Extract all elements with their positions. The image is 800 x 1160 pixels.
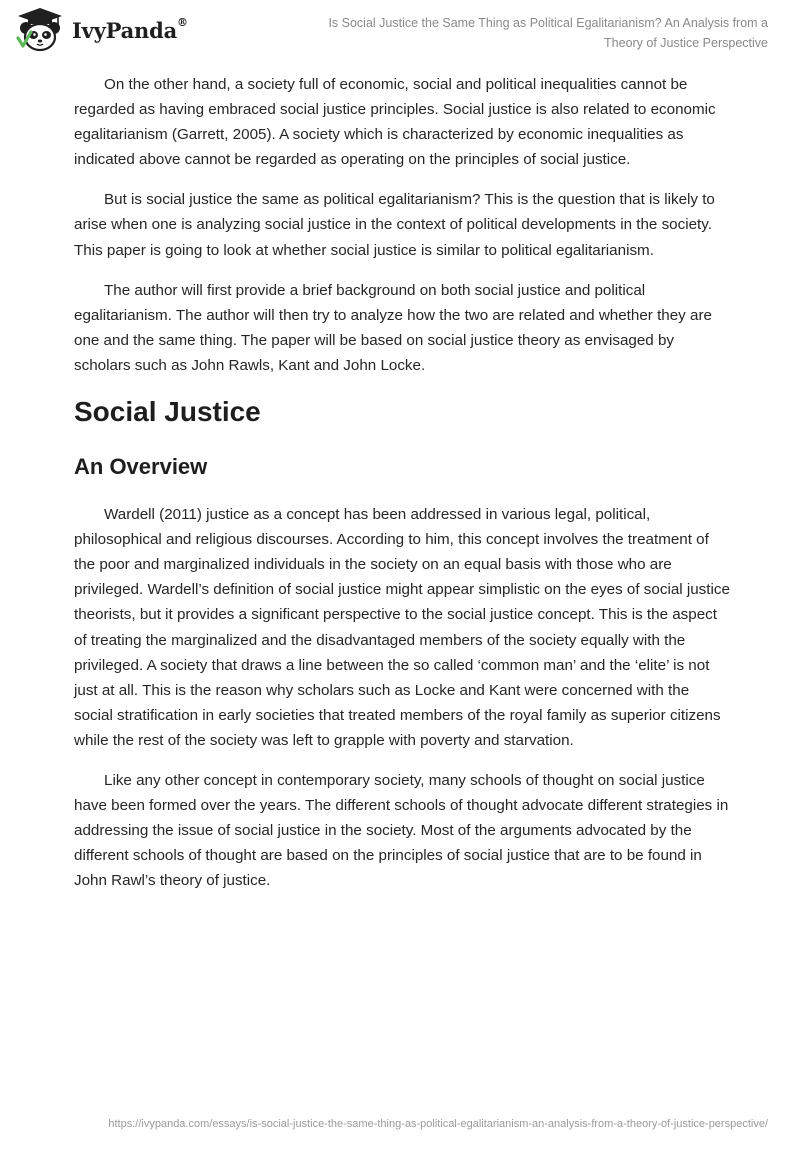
paragraph-2: But is social justice the same as political egalitarianism? This is the question that is likely to arise when one is analyzing social justice in the context of political developments in the society. This paper is going to look at whether social justice is similar to political egalitarianism. xyxy=(74,191,715,259)
page-header xyxy=(0,0,800,64)
subsection-heading-overview: An Overview xyxy=(74,454,208,480)
paragraph-4: Wardell (2011) justice as a concept has been addressed in various legal, political, philosophical and religious discourses. According to him, this concept involves the treatment of the poor and marginalized individuals in the society on an equal basis with those who are privileged. Wardell’s definition of social justice might appear simplistic on the eyes of social justice theorists, but it provides a significant perspective to the social justice concept. This is the aspect of treating the marginalized and the disadvantaged members of the society equally with the privileged. A society that draws a line between the so called ‘common man’ and the ‘elite’ is not just at all. This is the reason why scholars such as Locke and Kant were concerned with the social stratification in early societies that treated members of the royal family as superior citizens while the rest of the society was left to grapple with poverty and starvation. xyxy=(74,506,730,749)
registered-mark: ® xyxy=(177,15,188,29)
logo-wordmark xyxy=(72,15,188,43)
ivypanda-logo[interactable] xyxy=(14,6,188,54)
source-url-link[interactable]: https://ivypanda.com/essays/is-social-justice-the-same-thing-as-political-egalitarianism-an-analysis-from-a-theory-of-justice-perspective/ xyxy=(108,1118,768,1130)
document-title: Is Social Justice the Same Thing as Political Egalitarianism? An Analysis from a Theory of Justice Perspective xyxy=(328,16,768,50)
paragraph-5: Like any other concept in contemporary society, many schools of thought on social justice have been formed over the years. The different schools of thought advocate different strategies in addressing the issue of social justice in the society. Most of the arguments advocated by the different schools of thought are based on the principles of social justice that are to be found in John Rawl’s theory of justice. xyxy=(74,771,729,890)
panda-graduate-icon xyxy=(14,6,66,54)
paragraph-3: The author will first provide a brief background on both social justice and political egalitarianism. The author will then try to analyze how the two are related and whether they are one and the same thing. The paper will be based on social justice theory as envisaged by scholars such as John Rawls, Kant and John Locke. xyxy=(74,281,712,374)
paragraph-1: On the other hand, a society full of economic, social and political inequalities cannot be regarded as having embraced social justice principles. Social justice is also related to economic egalitarianism (Garrett, 2005). A society which is characterized by economic inequalities as indicated above cannot be regarded as operating on the principles of social justice. xyxy=(74,76,716,169)
logo-text: IvyPanda xyxy=(72,17,178,43)
essay-body xyxy=(74,72,730,908)
section-heading-social-justice: Social Justice xyxy=(74,396,261,428)
